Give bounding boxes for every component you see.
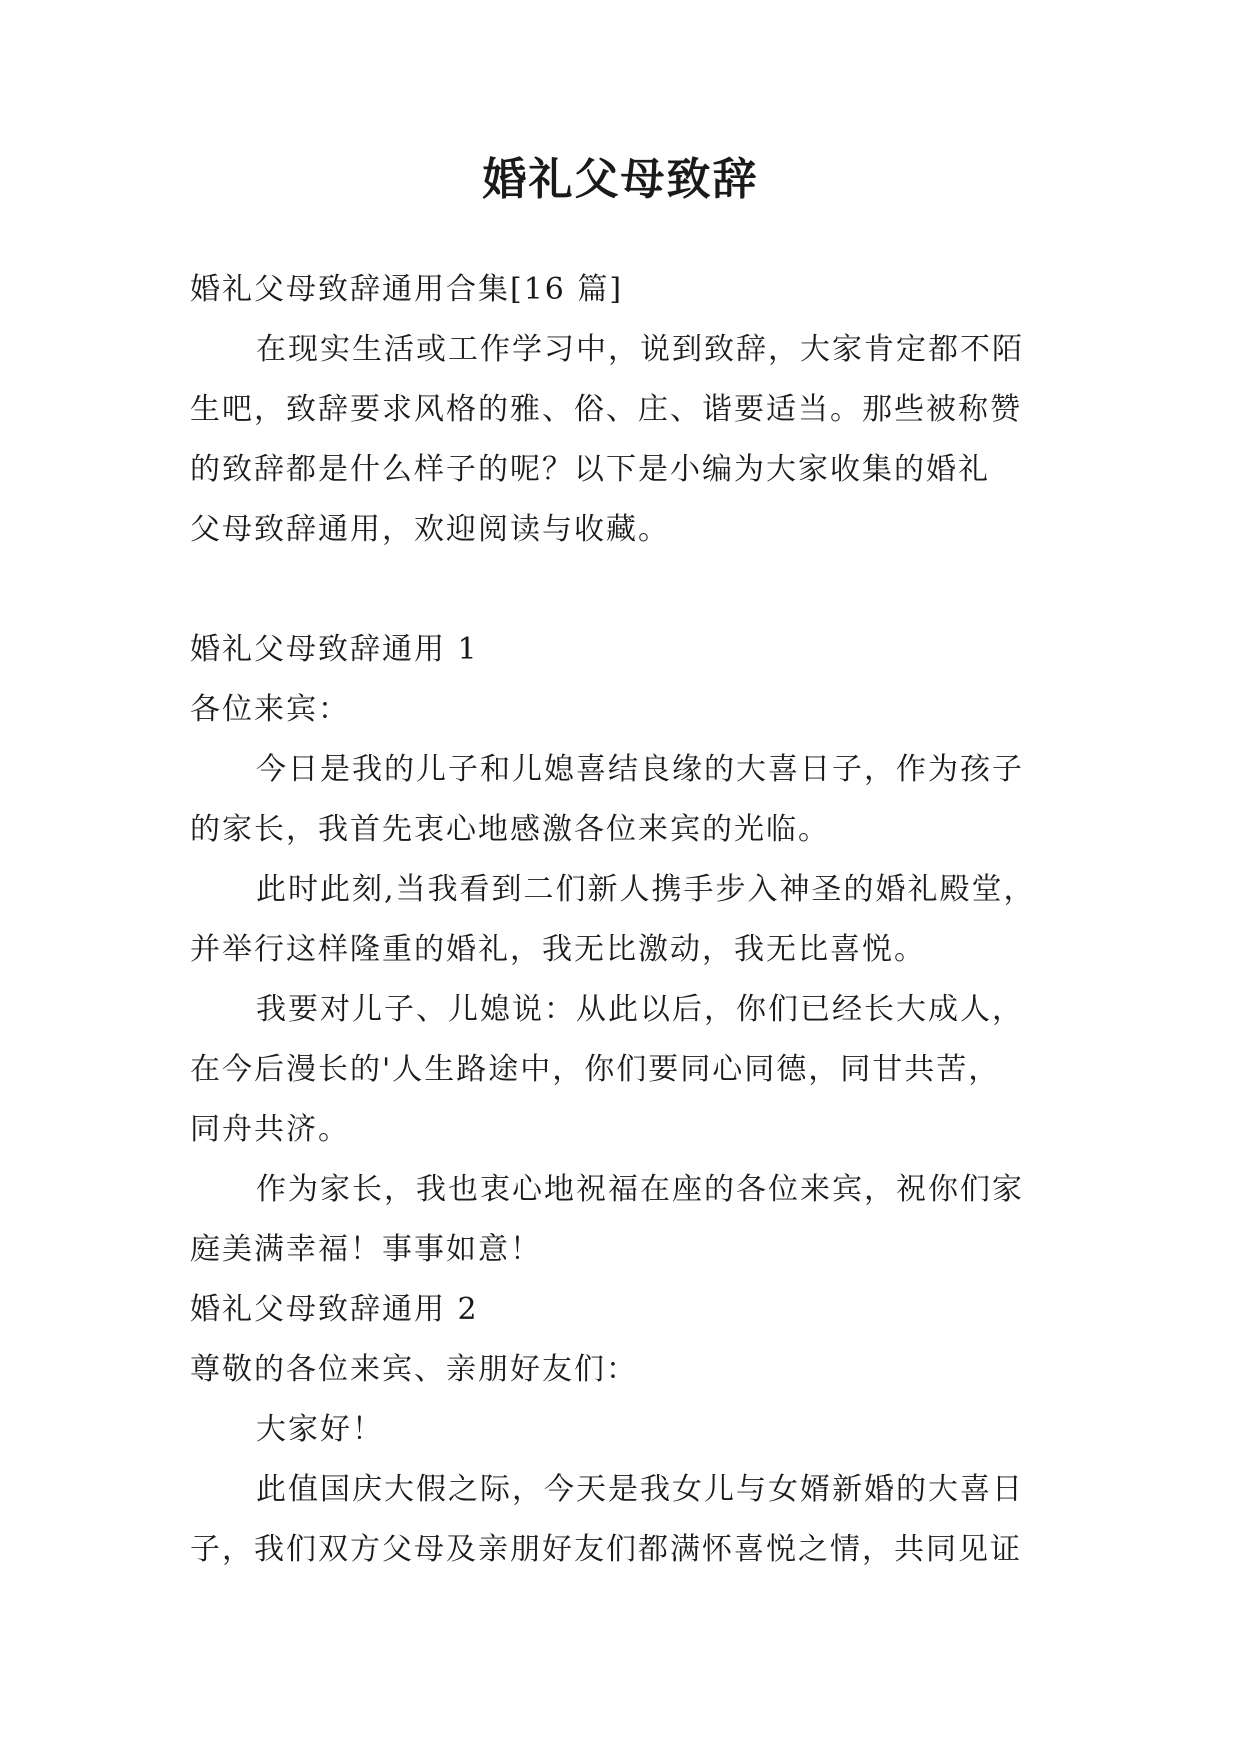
- greeting-line: 大家好！: [256, 1412, 384, 1447]
- paragraph-line: 子，我们双方父母及亲朋好友们都满怀喜悦之情，共同见证: [190, 1532, 1022, 1567]
- section-heading-2: 婚礼父母致辞通用 2: [190, 1292, 479, 1327]
- paragraph-line: 父母致辞通用，欢迎阅读与收藏。: [190, 512, 670, 547]
- paragraph-line: 生吧，致辞要求风格的雅、俗、庄、谐要适当。那些被称赞: [190, 392, 1022, 427]
- section-heading-1: 婚礼父母致辞通用 1: [190, 632, 479, 667]
- document-title: 婚礼父母致辞: [482, 154, 759, 205]
- document-body: [190, 260, 1070, 1580]
- paragraph-line: 作为家长，我也衷心地祝福在座的各位来宾，祝你们家: [256, 1172, 1024, 1207]
- paragraph-line: 此值国庆大假之际，今天是我女儿与女婿新婚的大喜日: [256, 1472, 1024, 1507]
- paragraph-line: 并举行这样隆重的婚礼，我无比激动，我无比喜悦。: [190, 932, 926, 967]
- salutation-line: 尊敬的各位来宾、亲朋好友们：: [190, 1352, 638, 1387]
- paragraph-line: 庭美满幸福！事事如意！: [190, 1232, 542, 1267]
- subtitle-line: 婚礼父母致辞通用合集[16 篇]: [190, 272, 624, 307]
- paragraph-line: 的家长，我首先衷心地感激各位来宾的光临。: [190, 812, 830, 847]
- paragraph-line: 我要对儿子、儿媳说：从此以后，你们已经长大成人，: [256, 992, 1024, 1027]
- paragraph-line: 同舟共济。: [190, 1112, 350, 1147]
- paragraph-line: 此时此刻,当我看到二们新人携手步入神圣的婚礼殿堂，: [256, 872, 1036, 907]
- paragraph-line: 在现实生活或工作学习中，说到致辞，大家肯定都不陌: [256, 332, 1024, 367]
- paragraph-line: 的致辞都是什么样子的呢？以下是小编为大家收集的婚礼: [190, 452, 990, 487]
- paragraph-line: 在今后漫长的'人生路途中，你们要同心同德，同甘共苦，: [190, 1052, 1001, 1087]
- salutation-line: 各位来宾：: [190, 692, 350, 727]
- paragraph-line: 今日是我的儿子和儿媳喜结良缘的大喜日子，作为孩子: [256, 752, 1024, 787]
- section-spacer: [190, 560, 1070, 620]
